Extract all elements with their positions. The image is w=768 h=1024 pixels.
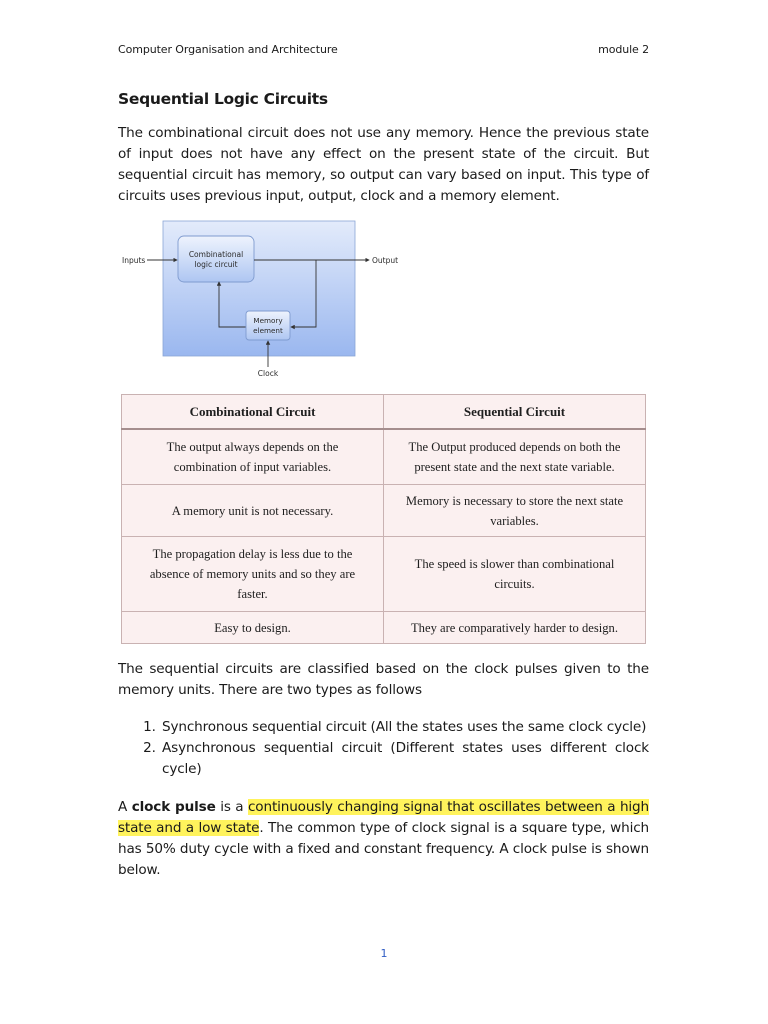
intro-paragraph: The combinational circuit does not use any memory. Hence the previous state of input does not have any effect on the present state of the circuit. But sequential circuit has memory, so output can vary based on input. This type of circuits uses previous input, output, clock and a memory element. (118, 125, 649, 204)
clock-text-a: A (118, 799, 132, 815)
clock-text-rest: . The common type of clock signal is a square type, which has 50% duty cycle with a fixed and constant frequency. A clock pulse is shown below. (118, 820, 649, 878)
table-row (122, 537, 646, 612)
clock-label: Clock (257, 369, 279, 378)
table-cell: The output always depends on the combination of input variables. (122, 429, 384, 485)
table-cell: The Output produced depends on both the present state and the next state variable. (384, 429, 646, 485)
header-sequential: Sequential Circuit (384, 395, 646, 430)
header-combinational: Combinational Circuit (122, 395, 384, 430)
list-item: 2. Asynchronous sequential circuit (Different states uses different clock cycle) (160, 738, 649, 780)
table-cell: Memory is necessary to store the next state variables. (384, 485, 646, 537)
clock-pulse-term: clock pulse (131, 799, 216, 815)
table-cell: Easy to design. (122, 612, 384, 644)
header-course-title: Computer Organisation and Architecture (118, 43, 338, 56)
table-cell: The speed is slower than combinational circuits. (384, 537, 646, 612)
circuit-types-list (118, 717, 649, 780)
comb-label-line2: logic circuit (194, 260, 238, 269)
output-label: Output (372, 256, 399, 265)
inputs-label: Inputs (122, 256, 146, 265)
highlighted-definition: continuously changing signal that oscillates between a high state and a low state (118, 799, 649, 836)
clock-text-is-a: is a (215, 799, 248, 815)
table-row (122, 485, 646, 537)
header-module: module 2 (598, 43, 649, 56)
section-title: Sequential Logic Circuits (118, 90, 328, 108)
table-cell: A memory unit is not necessary. (122, 485, 384, 537)
table-cell: They are comparatively harder to design. (384, 612, 646, 644)
classification-paragraph: The sequential circuits are classified based on the clock pulses given to the memory units. There are two types as follows (118, 661, 649, 698)
mem-label-line2: element (253, 326, 283, 335)
table-header-row (122, 395, 646, 430)
list-item: 1. Synchronous sequential circuit (All the states uses the same clock cycle) (160, 717, 649, 738)
sequential-circuit-diagram (110, 215, 410, 385)
table-cell: The propagation delay is less due to the absence of memory units and so they are faster. (122, 537, 384, 612)
combinational-logic-block (178, 236, 254, 282)
clock-pulse-paragraph (118, 797, 649, 881)
comparison-table (121, 394, 646, 644)
page-number: 1 (380, 947, 388, 960)
mem-label-line1: Memory (253, 316, 283, 325)
table-row (122, 429, 646, 485)
comb-label-line1: Combinational (188, 250, 244, 259)
table-row (122, 612, 646, 644)
